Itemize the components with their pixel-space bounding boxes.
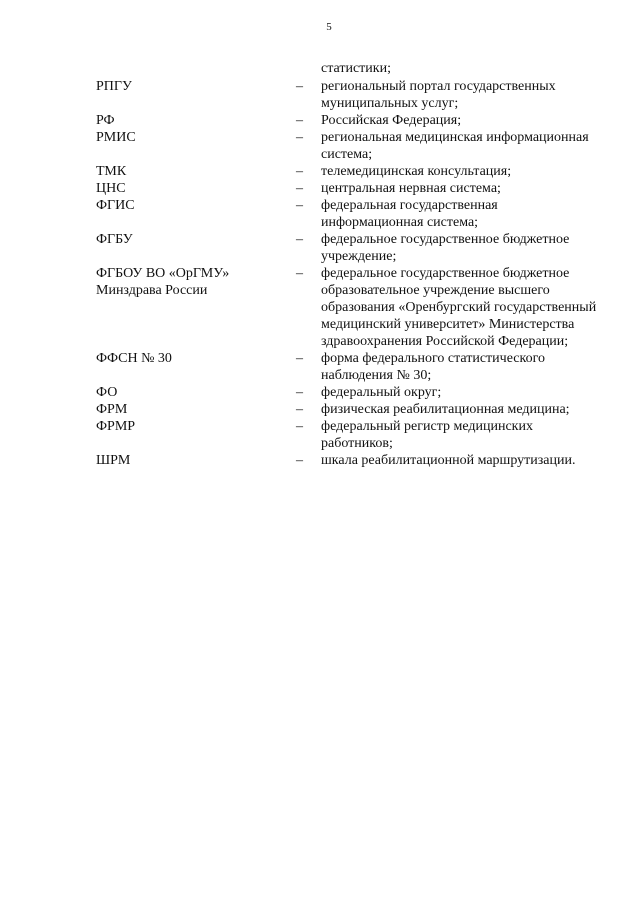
abbreviation-term-line: Минздрава России: [96, 283, 208, 298]
abbreviation-definition-line: федеральная государственная: [321, 198, 498, 213]
abbreviation-entry: [0, 197, 640, 231]
dash-separator: –: [296, 79, 303, 94]
continued-definition: статистики;: [321, 61, 391, 76]
abbreviation-definition-line: федеральный округ;: [321, 385, 442, 400]
abbreviation-term-line: ФО: [96, 385, 118, 400]
abbreviation-definition-line: образования «Оренбургский государственный: [321, 300, 597, 315]
abbreviation-entry: [0, 180, 640, 197]
abbreviation-definition-line: работников;: [321, 436, 393, 451]
dash-separator: –: [296, 113, 303, 128]
abbreviation-definition-line: образовательное учреждение высшего: [321, 283, 550, 298]
abbreviation-definition: [321, 78, 626, 112]
abbreviation-term-line: ТМК: [96, 164, 127, 179]
abbreviation-definition: [321, 401, 626, 418]
abbreviation-term: [96, 384, 286, 401]
dash-separator: –: [296, 198, 303, 213]
abbreviation-term: [96, 401, 286, 418]
abbreviation-term: [96, 112, 286, 129]
dash-separator: –: [296, 419, 303, 434]
dash-separator: –: [296, 385, 303, 400]
abbreviation-term: [96, 265, 286, 299]
dash-separator: –: [296, 402, 303, 417]
abbreviation-term-line: РФ: [96, 113, 115, 128]
abbreviation-term-line: ФГБОУ ВО «ОрГМУ»: [96, 266, 230, 281]
abbreviation-definition: [321, 180, 626, 197]
abbreviation-term: [96, 129, 286, 146]
abbreviation-term-line: РПГУ: [96, 79, 132, 94]
abbreviation-definition-line: информационная система;: [321, 215, 479, 230]
abbreviation-term: [96, 452, 286, 469]
abbreviation-term: [96, 78, 286, 95]
abbreviation-definition: [321, 129, 626, 163]
abbreviation-definition-line: наблюдения № 30;: [321, 368, 432, 383]
abbreviation-definition-line: федеральное государственное бюджетное: [321, 266, 570, 281]
abbreviation-entry: [0, 452, 640, 469]
abbreviation-definition: [321, 384, 626, 401]
abbreviation-definition-line: Российская Федерация;: [321, 113, 462, 128]
dash-separator: –: [296, 181, 303, 196]
abbreviation-definition-line: система;: [321, 147, 373, 162]
abbreviation-entry: [0, 163, 640, 180]
page-number: 5: [326, 21, 332, 33]
dash-separator: –: [296, 351, 303, 366]
abbreviation-definition-line: медицинский университет» Министерства: [321, 317, 575, 332]
abbreviation-definition: [321, 350, 626, 384]
abbreviation-term-line: ФРМ: [96, 402, 128, 417]
abbreviation-term-line: ЦНС: [96, 181, 126, 196]
abbreviation-definition: [321, 112, 626, 129]
dash-separator: –: [296, 266, 303, 281]
abbreviation-definition-line: федеральный регистр медицинских: [321, 419, 533, 434]
abbreviation-term-line: ФГБУ: [96, 232, 133, 247]
abbreviation-term-line: ФРМР: [96, 419, 136, 434]
abbreviation-definition-line: федеральное государственное бюджетное: [321, 232, 570, 247]
abbreviation-entry: [0, 384, 640, 401]
dash-separator: –: [296, 164, 303, 179]
abbreviation-definition: [321, 197, 626, 231]
abbreviation-definition-line: физическая реабилитационная медицина;: [321, 402, 570, 417]
abbreviation-term: [96, 350, 286, 367]
abbreviation-definition: [321, 163, 626, 180]
abbreviation-term: [96, 197, 286, 214]
abbreviation-definition-line: здравоохранения Российской Федерации;: [321, 334, 569, 349]
abbreviation-term-line: ФГИС: [96, 198, 135, 213]
abbreviation-term-line: ФФСН № 30: [96, 351, 172, 366]
abbreviation-definition-line: муниципальных услуг;: [321, 96, 459, 111]
abbreviation-definition: [321, 418, 626, 452]
abbreviation-definition-line: учреждение;: [321, 249, 397, 264]
abbreviation-definition-line: телемедицинская консультация;: [321, 164, 512, 179]
abbreviation-entry: [0, 265, 640, 350]
abbreviation-term: [96, 180, 286, 197]
abbreviation-definition: [321, 265, 626, 350]
abbreviation-entry: [0, 231, 640, 265]
abbreviation-entry: [0, 418, 640, 452]
abbreviation-definition: [321, 231, 626, 265]
abbreviation-definition-line: региональная медицинская информационная: [321, 130, 589, 145]
abbreviation-term: [96, 231, 286, 248]
abbreviation-term-line: РМИС: [96, 130, 136, 145]
abbreviation-term-line: ШРМ: [96, 453, 131, 468]
abbreviation-definition-line: центральная нервная система;: [321, 181, 501, 196]
abbreviation-definition-line: региональный портал государственных: [321, 79, 556, 94]
abbreviation-term: [96, 163, 286, 180]
abbreviation-term: [96, 418, 286, 435]
abbreviation-definition-line: форма федерального статистического: [321, 351, 545, 366]
dash-separator: –: [296, 232, 303, 247]
abbreviation-entry: [0, 350, 640, 384]
abbreviation-entry: [0, 78, 640, 112]
abbreviation-definition: [321, 452, 626, 469]
dash-separator: –: [296, 453, 303, 468]
dash-separator: –: [296, 130, 303, 145]
abbreviation-entry: [0, 401, 640, 418]
abbreviations-list: [0, 78, 640, 469]
abbreviation-entry: [0, 112, 640, 129]
abbreviation-entry: [0, 129, 640, 163]
abbreviation-definition-line: шкала реабилитационной маршрутизации.: [321, 453, 576, 468]
